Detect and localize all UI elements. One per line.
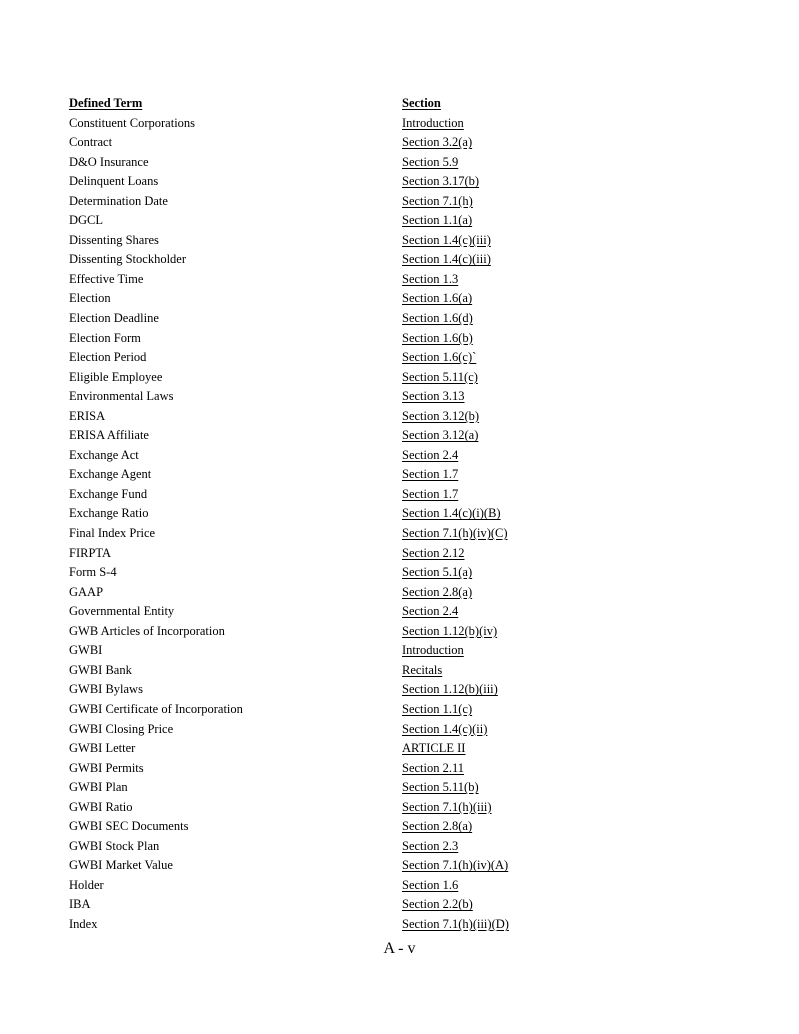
index-row bbox=[69, 778, 589, 798]
section-reference-link[interactable]: Section 3.2(a) bbox=[402, 135, 473, 150]
index-row bbox=[69, 211, 589, 231]
section-reference-link[interactable]: ARTICLE II bbox=[402, 741, 466, 756]
index-row bbox=[69, 172, 589, 192]
index-row bbox=[69, 153, 589, 173]
defined-term: GWBI SEC Documents bbox=[69, 819, 189, 834]
defined-term: IBA bbox=[69, 897, 91, 912]
section-reference-link[interactable]: Section 1.6(a) bbox=[402, 291, 473, 306]
section-reference-link[interactable]: Section 2.8(a) bbox=[402, 584, 473, 599]
section-reference-link[interactable]: Section 5.11(c) bbox=[402, 369, 478, 384]
index-row bbox=[69, 407, 589, 427]
index-row bbox=[69, 544, 589, 564]
defined-term: GWBI Bylaws bbox=[69, 682, 143, 697]
defined-term: GWBI bbox=[69, 643, 103, 658]
section-reference-link[interactable]: Section 7.1(h)(iv)(C) bbox=[402, 526, 508, 541]
index-row bbox=[69, 465, 589, 485]
defined-term: GWBI Ratio bbox=[69, 799, 133, 814]
section-reference-link[interactable]: Section 3.13 bbox=[402, 389, 465, 404]
section-reference-link[interactable]: Section 5.11(b) bbox=[402, 780, 479, 795]
index-row bbox=[69, 289, 589, 309]
section-reference-link[interactable]: Section 2.3 bbox=[402, 838, 459, 853]
index-row bbox=[69, 446, 589, 466]
index-row bbox=[69, 602, 589, 622]
index-row bbox=[69, 524, 589, 544]
section-reference-link[interactable]: Section 3.12(a) bbox=[402, 428, 479, 443]
defined-term: DGCL bbox=[69, 213, 104, 228]
section-reference-link[interactable]: Section 5.1(a) bbox=[402, 565, 473, 580]
index-row bbox=[69, 114, 589, 134]
defined-term: GWBI Letter bbox=[69, 741, 136, 756]
defined-term: ERISA Affiliate bbox=[69, 428, 149, 443]
section-reference-link[interactable]: Section 3.12(b) bbox=[402, 408, 480, 423]
defined-term: Effective Time bbox=[69, 271, 144, 286]
index-row bbox=[69, 915, 589, 935]
defined-term: Exchange Agent bbox=[69, 467, 152, 482]
index-row bbox=[69, 426, 589, 446]
defined-term-heading: Defined Term bbox=[69, 96, 143, 110]
section-reference-link[interactable]: Section 2.12 bbox=[402, 545, 465, 560]
index-row bbox=[69, 231, 589, 251]
section-reference-link[interactable]: Section 7.1(h)(iv)(A) bbox=[402, 858, 509, 873]
section-reference-link[interactable]: Section 1.4(c)(iii) bbox=[402, 252, 491, 267]
section-reference-link[interactable]: Section 1.6 bbox=[402, 877, 459, 892]
section-reference-link[interactable]: Introduction bbox=[402, 115, 464, 130]
index-rows bbox=[69, 114, 589, 935]
section-reference-link[interactable]: Section 1.4(c)(i)(B) bbox=[402, 506, 501, 521]
index-header-row bbox=[69, 94, 589, 114]
defined-term: Constituent Corporations bbox=[69, 115, 196, 130]
defined-term: D&O Insurance bbox=[69, 154, 149, 169]
section-reference-link[interactable]: Section 1.7 bbox=[402, 486, 459, 501]
section-reference-link[interactable]: Section 1.4(c)(iii) bbox=[402, 232, 491, 247]
section-reference-link[interactable]: Section 1.7 bbox=[402, 467, 459, 482]
defined-term: Dissenting Shares bbox=[69, 232, 159, 247]
section-reference-link[interactable]: Section 5.9 bbox=[402, 154, 459, 169]
section-reference-link[interactable]: Section 2.8(a) bbox=[402, 819, 473, 834]
index-row bbox=[69, 504, 589, 524]
defined-term: Election Deadline bbox=[69, 311, 159, 326]
index-row bbox=[69, 856, 589, 876]
index-row bbox=[69, 641, 589, 661]
defined-term: Governmental Entity bbox=[69, 604, 175, 619]
index-row bbox=[69, 661, 589, 681]
section-reference-link[interactable]: Section 1.6(b) bbox=[402, 330, 473, 345]
defined-term: Final Index Price bbox=[69, 526, 156, 541]
defined-term: Holder bbox=[69, 877, 104, 892]
section-reference-link[interactable]: Section 2.2(b) bbox=[402, 897, 473, 912]
index-row bbox=[69, 817, 589, 837]
defined-terms-index bbox=[69, 94, 589, 935]
index-row bbox=[69, 368, 589, 388]
index-row bbox=[69, 895, 589, 915]
index-row bbox=[69, 798, 589, 818]
section-reference-link[interactable]: Section 3.17(b) bbox=[402, 174, 480, 189]
index-row bbox=[69, 837, 589, 857]
defined-term: Index bbox=[69, 916, 98, 931]
index-row bbox=[69, 270, 589, 290]
index-row bbox=[69, 348, 589, 368]
index-row bbox=[69, 680, 589, 700]
index-row bbox=[69, 739, 589, 759]
defined-term: Exchange Ratio bbox=[69, 506, 149, 521]
index-row bbox=[69, 329, 589, 349]
defined-term: ERISA bbox=[69, 408, 106, 423]
defined-term: Election Form bbox=[69, 330, 141, 345]
defined-term: GWBI Certificate of Incorporation bbox=[69, 701, 243, 716]
defined-term: GWBI Stock Plan bbox=[69, 838, 160, 853]
defined-term: GWBI Permits bbox=[69, 760, 144, 775]
index-row bbox=[69, 192, 589, 212]
section-reference-link[interactable]: Section 2.11 bbox=[402, 760, 465, 775]
index-row bbox=[69, 563, 589, 583]
section-reference-link[interactable]: Section 7.1(h)(iii) bbox=[402, 799, 492, 814]
defined-term: Eligible Employee bbox=[69, 369, 163, 384]
defined-term: GWBI Bank bbox=[69, 662, 132, 677]
section-reference-link[interactable]: Section 1.4(c)(ii) bbox=[402, 721, 488, 736]
defined-term: GAAP bbox=[69, 584, 104, 599]
section-reference-link[interactable]: Section 1.3 bbox=[402, 271, 459, 286]
index-row bbox=[69, 876, 589, 896]
defined-term: GWBI Market Value bbox=[69, 858, 173, 873]
section-reference-link[interactable]: Section 1.6(d) bbox=[402, 311, 473, 326]
section-reference-link[interactable]: Section 2.4 bbox=[402, 604, 459, 619]
section-reference-link[interactable]: Section 2.4 bbox=[402, 447, 459, 462]
defined-term: GWBI Closing Price bbox=[69, 721, 174, 736]
index-row bbox=[69, 387, 589, 407]
index-row bbox=[69, 759, 589, 779]
defined-term: Election Period bbox=[69, 350, 147, 365]
defined-term: GWB Articles of Incorporation bbox=[69, 623, 225, 638]
defined-term: Dissenting Stockholder bbox=[69, 252, 187, 267]
index-row bbox=[69, 622, 589, 642]
section-reference-link[interactable]: Recitals bbox=[402, 662, 443, 677]
section-reference-link[interactable]: Section 1.12(b)(iii) bbox=[402, 682, 498, 697]
page-number: A - v bbox=[383, 940, 416, 957]
section-reference-link[interactable]: Section 7.1(h) bbox=[402, 193, 473, 208]
defined-term: Exchange Act bbox=[69, 447, 139, 462]
section-reference-link[interactable]: Introduction bbox=[402, 643, 464, 658]
section-reference-link[interactable]: Section 1.12(b)(iv) bbox=[402, 623, 498, 638]
section-reference-link[interactable]: Section 1.1(a) bbox=[402, 213, 473, 228]
defined-term: GWBI Plan bbox=[69, 780, 128, 795]
defined-term: Contract bbox=[69, 135, 113, 150]
section-heading: Section bbox=[402, 96, 441, 110]
defined-term: Determination Date bbox=[69, 193, 168, 208]
section-reference-link[interactable]: Section 1.1(c) bbox=[402, 701, 473, 716]
section-reference-link[interactable]: Section 7.1(h)(iii)(D) bbox=[402, 916, 509, 931]
defined-term: Delinquent Loans bbox=[69, 174, 159, 189]
defined-term: Exchange Fund bbox=[69, 486, 148, 501]
defined-term: Election bbox=[69, 291, 111, 306]
index-row bbox=[69, 700, 589, 720]
defined-term: Form S-4 bbox=[69, 565, 117, 580]
index-row bbox=[69, 133, 589, 153]
index-row bbox=[69, 583, 589, 603]
index-row bbox=[69, 485, 589, 505]
section-reference-link[interactable]: Section 1.6(c)` bbox=[402, 350, 477, 365]
defined-term: FIRPTA bbox=[69, 545, 112, 560]
index-row bbox=[69, 309, 589, 329]
index-row bbox=[69, 720, 589, 740]
defined-term: Environmental Laws bbox=[69, 389, 174, 404]
index-row bbox=[69, 250, 589, 270]
